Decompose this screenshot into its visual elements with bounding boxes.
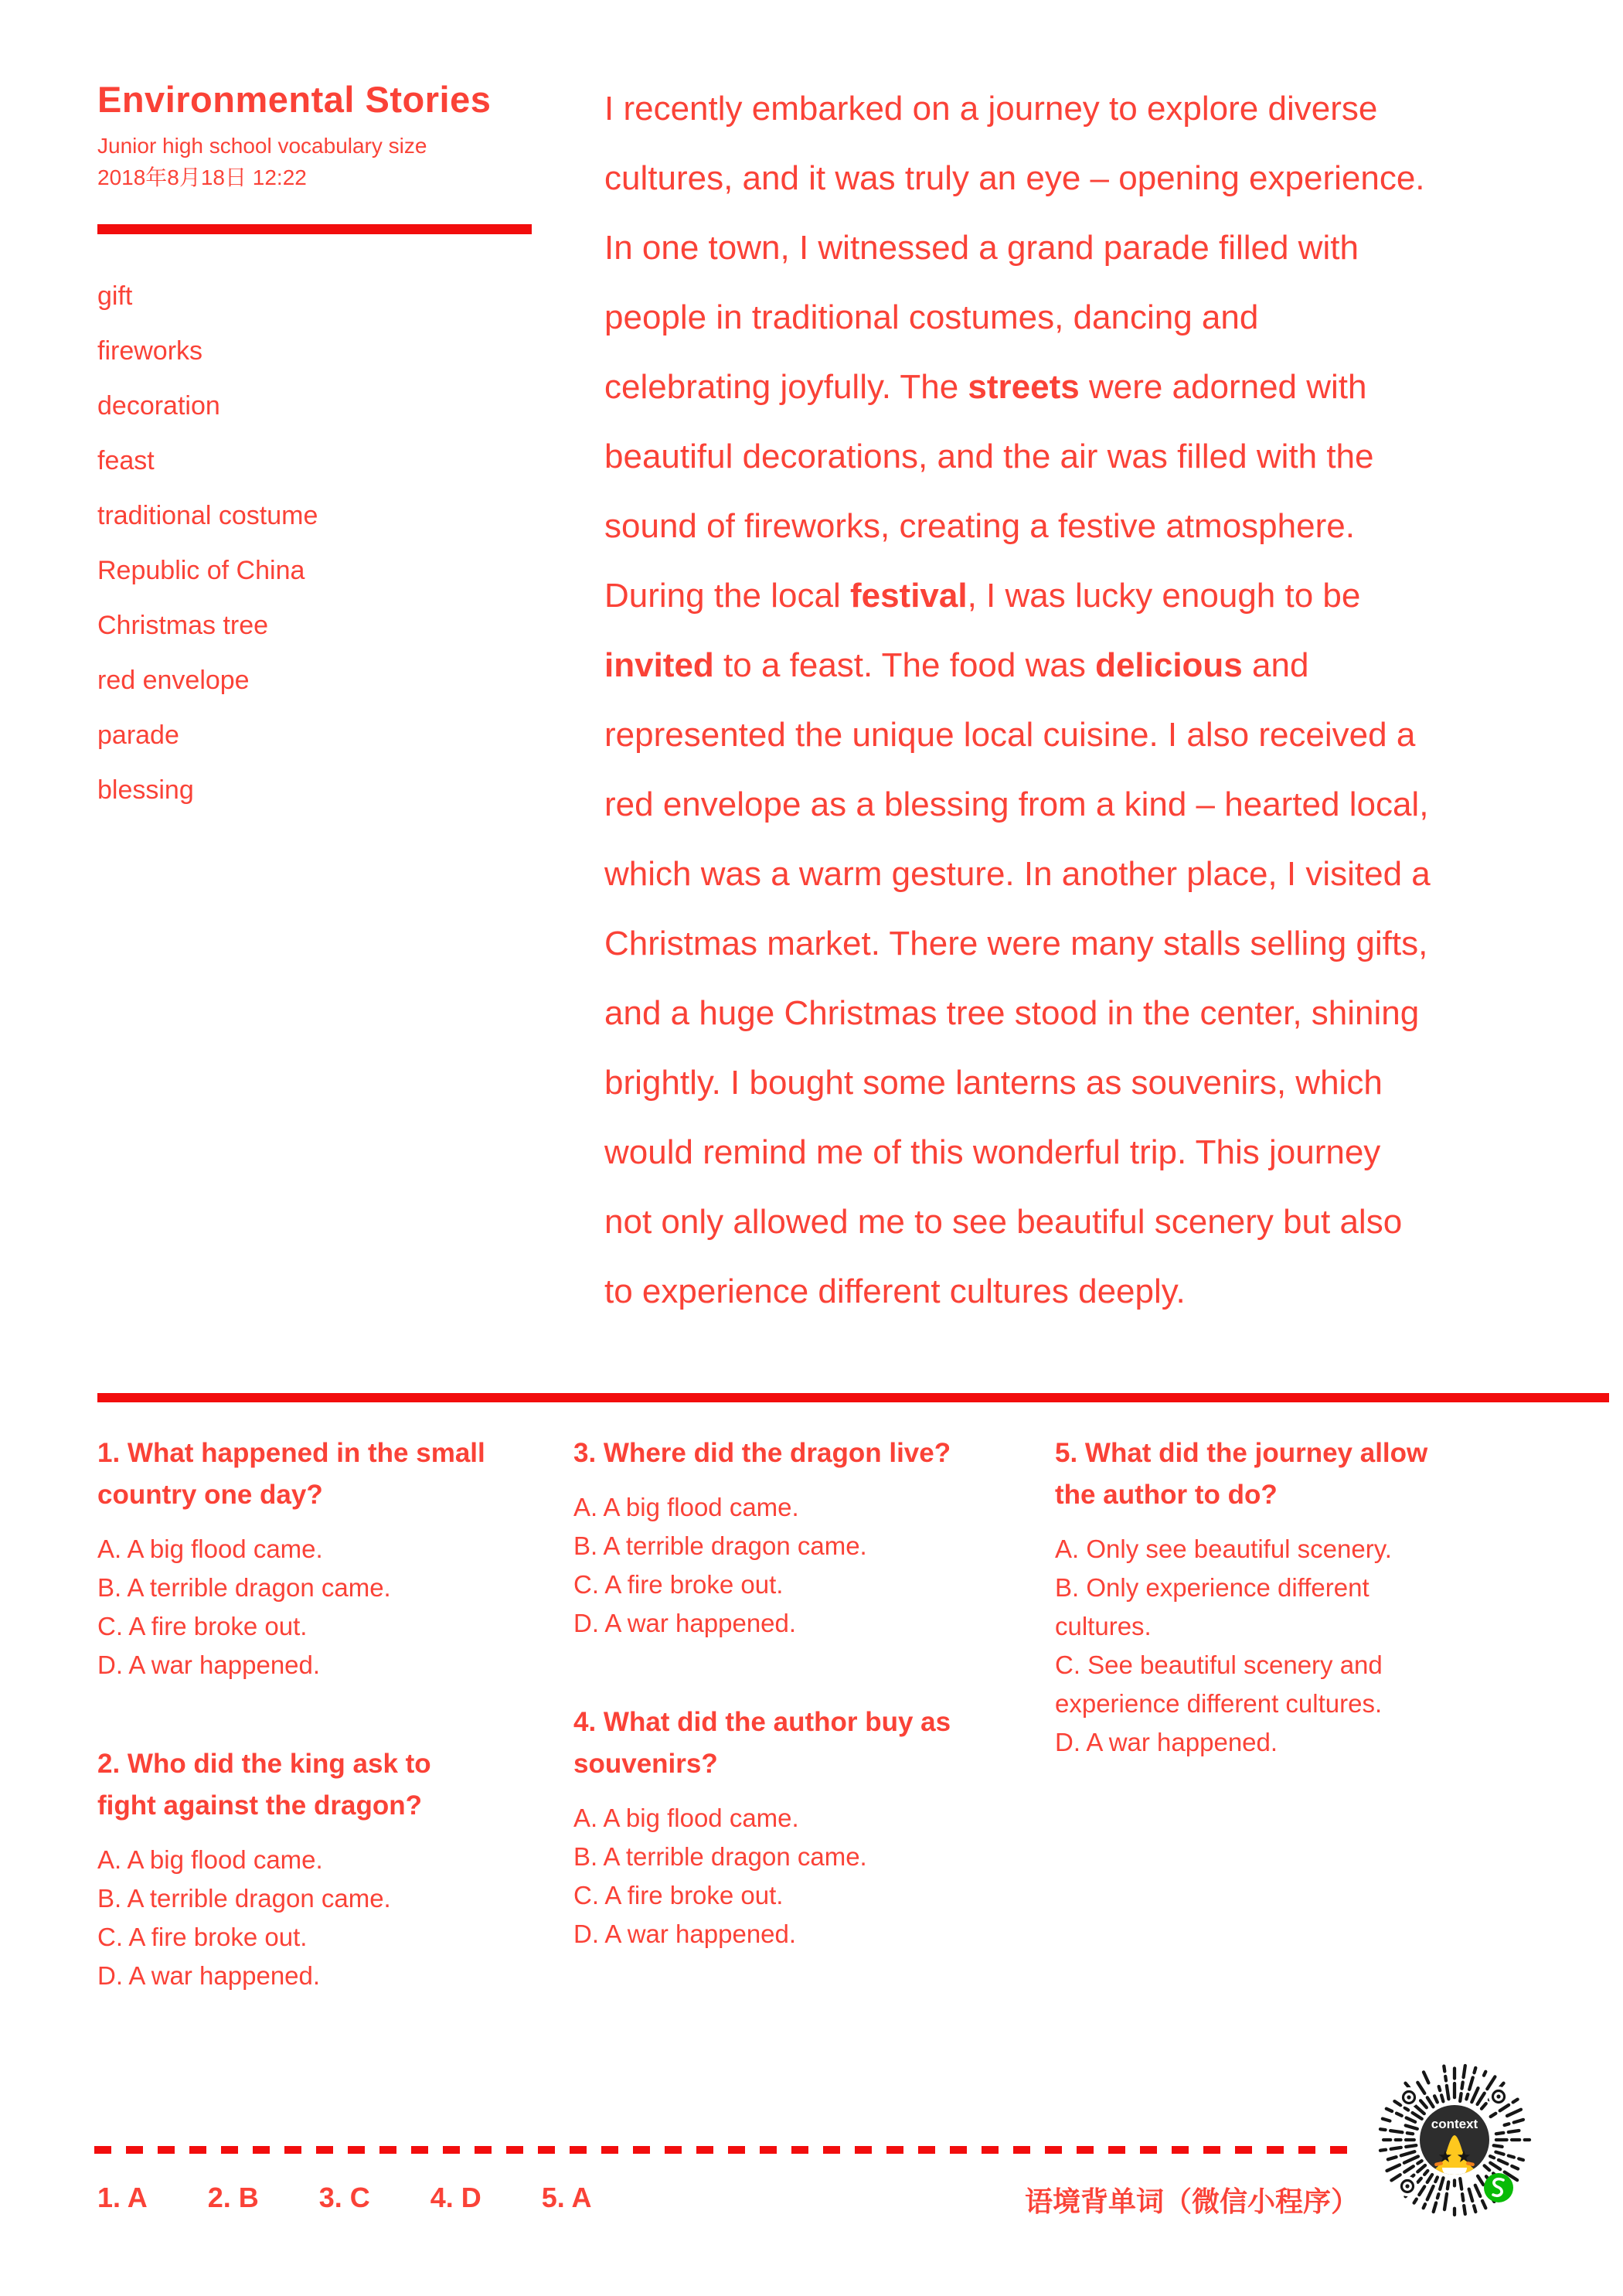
passage-keyword: festival [849, 577, 968, 615]
passage-text: sound of fireworks, creating a festive atmosphere. [604, 507, 1355, 545]
qr-ray-dash [1388, 2157, 1397, 2159]
passage-line [604, 213, 1618, 283]
wechat-logo-icon [1484, 2173, 1513, 2202]
question-option-line: C. See beautiful scenery and [1055, 1650, 1383, 1679]
question-option-line: B. A terrible dragon came. [573, 1531, 867, 1560]
qr-label: context [1431, 2117, 1478, 2131]
question-column-3 [1055, 1432, 1511, 1762]
question-block [573, 1432, 1060, 1643]
question-option-line: D. A war happened. [573, 1920, 797, 1948]
passage-text: , I was lucky enough to be [967, 577, 1361, 615]
qr-ray-dash [1475, 2185, 1481, 2196]
qr-ray-dash [1406, 2145, 1416, 2147]
qr-ray-dash [1404, 2157, 1418, 2163]
qr-ray-dash [1490, 2163, 1500, 2169]
qr-ray-dash [1424, 2072, 1428, 2083]
qr-ray-dash [1464, 2206, 1465, 2214]
passage-keyword: delicious [1095, 646, 1243, 684]
passage-line [604, 770, 1618, 840]
passage-text: to experience different cultures deeply. [604, 1272, 1186, 1310]
footer-caption: 语境背单词（微信小程序） [1024, 2185, 1359, 2217]
question-options [573, 1799, 1060, 1954]
question-option [573, 1876, 1060, 1915]
answer-item: 5. A [541, 2182, 592, 2213]
qr-ray-dash [1404, 2166, 1414, 2172]
question-option [97, 1918, 584, 1957]
question-header [573, 1432, 1060, 1474]
qr-ray-dash [1394, 2101, 1400, 2105]
qr-ray-dash [1472, 2088, 1478, 2102]
question-option-line: C. A fire broke out. [573, 1881, 784, 1909]
qr-ray-dash [1421, 2100, 1427, 2107]
question-option-line: B. A terrible dragon came. [97, 1573, 391, 1602]
question-option [1055, 1646, 1511, 1723]
word-item: parade [97, 720, 179, 750]
qr-ray-dash [1440, 2178, 1443, 2189]
passage-text: cultures, and it was truly an eye – opening experience. [604, 159, 1425, 197]
passage-keyword: invited [604, 646, 714, 684]
passage-line [604, 353, 1618, 422]
passage-text: Christmas market. There were many stalls selling gifts, [604, 925, 1428, 962]
qr-ray-dash [1509, 2131, 1519, 2132]
passage-text: I recently embarked on a journey to explore diverse [604, 90, 1378, 128]
word-item: blessing [97, 775, 194, 805]
word-list [97, 269, 318, 818]
qr-ray-dash [1427, 2186, 1434, 2199]
question-option [573, 1488, 1060, 1527]
qr-ray-dash [1406, 2125, 1417, 2128]
passage-line [604, 979, 1618, 1048]
question-header [97, 1743, 584, 1827]
question-option [573, 1604, 1060, 1643]
question-option-line: C. A fire broke out. [97, 1923, 308, 1951]
passage-text: and [1242, 646, 1309, 684]
question-option [573, 1527, 1060, 1565]
question-option-line: D. A war happened. [97, 1650, 321, 1679]
question-header-line: fight against the dragon? [97, 1790, 422, 1821]
page-date: 2018年8月18日 12:22 [97, 165, 307, 189]
question-options [1055, 1530, 1511, 1762]
qr-ray-dash [1462, 2083, 1463, 2089]
question-block [573, 1702, 1060, 1954]
question-header-line: 2. Who did the king ask to [97, 1749, 431, 1779]
qr-ray-dash [1391, 2148, 1401, 2149]
question-header-line: 5. What did the journey allow [1055, 1438, 1428, 1468]
qr-target-dot [1407, 2095, 1410, 2099]
question-option [97, 1607, 584, 1646]
question-option [1055, 1569, 1511, 1646]
question-option-line: D. A war happened. [97, 1961, 321, 1990]
qr-ray-dash [1490, 2156, 1494, 2158]
question-block [97, 1743, 584, 1995]
question-option [573, 1565, 1060, 1604]
question-option-line: A. A big flood came. [573, 1804, 799, 1832]
qr-ray-dash [1427, 2175, 1432, 2182]
passage-keyword: streets [968, 368, 1080, 406]
question-option [97, 1879, 584, 1918]
passage-line [604, 492, 1618, 561]
qr-ray-dash [1444, 2194, 1447, 2209]
passage-text: were adorned with [1079, 368, 1367, 406]
qr-ray-dash [1478, 2176, 1483, 2185]
qr-ray-dash [1413, 2113, 1422, 2119]
qr-ray-dash [1495, 2152, 1503, 2155]
passage-text: During the local [604, 577, 850, 615]
passage-text: In one town, I witnessed a grand parade filled with [604, 229, 1359, 267]
question-option-line: experience different cultures. [1055, 1689, 1383, 1718]
question-header-line: souvenirs? [573, 1749, 718, 1779]
answer-item: 3. C [318, 2182, 370, 2213]
passage-line [604, 840, 1618, 909]
question-option [97, 1841, 584, 1879]
question-column-2 [573, 1432, 1060, 1954]
word-item: Christmas tree [97, 611, 269, 640]
qr-ray-dash [1469, 2077, 1473, 2089]
question-option [97, 1569, 584, 1607]
passage-text: and a huge Christmas tree stood in the center, shining [604, 994, 1420, 1032]
passage-text: beautiful decorations, and the air was filled with the [604, 438, 1374, 475]
question-header [1055, 1432, 1511, 1516]
qr-target-dot [1496, 2094, 1500, 2098]
question-option [97, 1530, 584, 1569]
question-header [97, 1432, 584, 1516]
qr-ray-dash [1417, 2178, 1421, 2182]
qr-ray-dash [1469, 2189, 1473, 2201]
header-rule [97, 224, 532, 234]
passage-text: not only allowed me to see beautiful scenery but also [604, 1203, 1403, 1241]
passage-text: represented the unique local cuisine. I also received a [604, 716, 1416, 754]
question-header-line: 1. What happened in the small [97, 1438, 485, 1468]
qr-ray-dash [1487, 2076, 1495, 2089]
qr-ray-dash [1424, 2171, 1427, 2175]
question-option-line: A. A big flood came. [97, 1535, 323, 1563]
qr-target-dot [1405, 2184, 1409, 2188]
word-item: Republic of China [97, 556, 305, 585]
question-option-line: D. A war happened. [1055, 1728, 1278, 1756]
qr-ray-dash [1380, 2129, 1386, 2130]
qr-ray-dash [1507, 2110, 1521, 2116]
qr-ray-dash [1462, 2194, 1463, 2201]
passage-text: which was a warm gesture. In another place, I visited a [604, 855, 1431, 893]
question-header [573, 1702, 1060, 1785]
passage-text: would remind me of this wonderful trip. This journey [604, 1133, 1381, 1171]
qr-ray-dash [1460, 2178, 1461, 2189]
qr-ray-dash [1509, 2156, 1514, 2158]
passage [604, 74, 1618, 1327]
question-options [97, 1530, 584, 1685]
page-title: Environmental Stories [97, 79, 492, 120]
question-option-line: A. A big flood came. [573, 1493, 799, 1521]
qr-ray-dash [1475, 2068, 1476, 2073]
qr-ray-dash [1427, 2097, 1434, 2107]
question-option [97, 1957, 584, 1995]
answer-item: 1. A [97, 2182, 148, 2213]
word-item: decoration [97, 391, 220, 421]
answer-divider-dashed-line [94, 2146, 1354, 2154]
question-option [573, 1915, 1060, 1954]
qr-ray-dash [1464, 2066, 1465, 2077]
question-option-line: D. A war happened. [573, 1609, 797, 1637]
question-option-line: C. A fire broke out. [573, 1570, 784, 1599]
question-option [1055, 1530, 1511, 1569]
qr-ray-dash [1514, 2120, 1523, 2123]
qr-ray-dash [1406, 2083, 1410, 2087]
wechat-miniprogram-qr-code [1377, 2063, 1532, 2217]
qr-ray-dash [1460, 2093, 1461, 2101]
qr-ray-dash [1485, 2165, 1490, 2170]
qr-ray-dash [1380, 2150, 1386, 2151]
emoji-mouth [1442, 2168, 1467, 2178]
passage-line [604, 1048, 1618, 1118]
passage-line [604, 909, 1618, 979]
word-item: fireworks [97, 336, 203, 366]
page-subtitle: Junior high school vocabulary size [97, 134, 427, 158]
qr-ray-dash [1417, 2161, 1421, 2163]
qr-ray-dash [1397, 2114, 1402, 2116]
qr-ray-dash [1401, 2151, 1415, 2155]
question-options [97, 1841, 584, 1995]
question-column-1 [97, 1432, 584, 1995]
question-option-line: cultures. [1055, 1612, 1152, 1640]
passage-text: brightly. I bought some lanterns as souvenirs, which [604, 1064, 1383, 1102]
qr-ray-dash [1484, 2072, 1485, 2076]
qr-ray-dash [1390, 2131, 1402, 2132]
passage-line [604, 144, 1618, 213]
qr-ray-dash [1496, 2133, 1503, 2134]
qr-ray-dash [1391, 2175, 1400, 2180]
qr-ray-dash [1494, 2145, 1502, 2147]
qr-ray-dash [1512, 2166, 1518, 2169]
question-option-line: B. A terrible dragon came. [97, 1884, 391, 1913]
qr-ray-dash [1482, 2201, 1485, 2208]
passage-line [604, 283, 1618, 353]
word-item: feast [97, 446, 155, 475]
passage-line [604, 1187, 1618, 1257]
question-block [97, 1432, 584, 1685]
qr-ray-dash [1434, 2203, 1436, 2213]
passage-line [604, 561, 1618, 631]
question-option-line: A. Only see beautiful scenery. [1055, 1535, 1392, 1563]
qr-ray-dash [1434, 2096, 1438, 2102]
qr-ray-dash [1435, 2177, 1438, 2182]
qr-ray-dash [1466, 2094, 1468, 2099]
passage-line [604, 631, 1618, 700]
answer-item: 4. D [430, 2182, 481, 2213]
qr-ray-dash [1505, 2124, 1509, 2125]
question-option [1055, 1723, 1511, 1762]
qr-ray-dash [1499, 2160, 1507, 2164]
qr-ray-dash [1417, 2165, 1425, 2172]
qr-ray-dash [1491, 2114, 1496, 2117]
qr-ray-dash [1414, 2199, 1417, 2203]
qr-ray-dash [1414, 2104, 1424, 2114]
qr-ray-dash [1387, 2109, 1392, 2111]
qr-ray-dash [1478, 2093, 1485, 2104]
question-header-line: 4. What did the author buy as [573, 1707, 951, 1737]
question-header-line: 3. Where did the dragon live? [573, 1438, 951, 1468]
question-options [573, 1488, 1060, 1643]
qr-ray-dash [1419, 2186, 1424, 2195]
word-item: red envelope [97, 666, 250, 695]
question-option-line: C. A fire broke out. [97, 1612, 308, 1640]
qr-ray-dash [1417, 2083, 1424, 2093]
qr-ray-dash [1407, 2118, 1416, 2122]
question-block [1055, 1432, 1511, 1762]
question-option [573, 1838, 1060, 1876]
qr-ray-dash [1445, 2076, 1446, 2081]
section-rule [97, 1393, 1609, 1402]
question-option-line: B. A terrible dragon came. [573, 1842, 867, 1871]
passage-text: people in traditional costumes, dancing and [604, 298, 1259, 336]
question-option [97, 1646, 584, 1685]
qr-ray-dash [1441, 2095, 1443, 2101]
passage-line [604, 1257, 1618, 1327]
qr-ray-dash [1407, 2133, 1413, 2134]
passage-line [604, 1118, 1618, 1187]
qr-ray-dash [1424, 2204, 1425, 2208]
word-item: traditional costume [97, 501, 318, 530]
question-option [573, 1799, 1060, 1838]
qr-ray-dash [1474, 2206, 1475, 2212]
passage-line [604, 700, 1618, 770]
qr-ray-dash [1447, 2086, 1449, 2099]
qr-ray-dash [1519, 2158, 1523, 2160]
qr-ray-dash [1387, 2165, 1400, 2171]
word-item: gift [97, 281, 133, 311]
qr-ray-dash [1513, 2100, 1518, 2103]
qr-ray-dash [1383, 2119, 1390, 2121]
question-header-line: country one day? [97, 1480, 323, 1510]
qr-ray-dash [1438, 2194, 1439, 2198]
passage-line [604, 74, 1618, 144]
passage-text: celebrating joyfully. The [604, 368, 968, 406]
qr-ray-dash [1439, 2086, 1441, 2090]
qr-ray-dash [1482, 2104, 1486, 2109]
question-header-line: the author to do? [1055, 1480, 1278, 1510]
header [97, 77, 491, 193]
passage-text: to a feast. The food was [713, 646, 1096, 684]
answer-item: 2. B [207, 2182, 259, 2213]
question-option-line: A. A big flood came. [97, 1845, 323, 1874]
passage-text: red envelope as a blessing from a kind – hearted local, [604, 785, 1429, 823]
qr-ray-dash [1405, 2108, 1408, 2110]
passage-line [604, 422, 1618, 492]
answers-row [97, 2182, 591, 2214]
question-option-line: B. Only experience different [1055, 1573, 1370, 1602]
